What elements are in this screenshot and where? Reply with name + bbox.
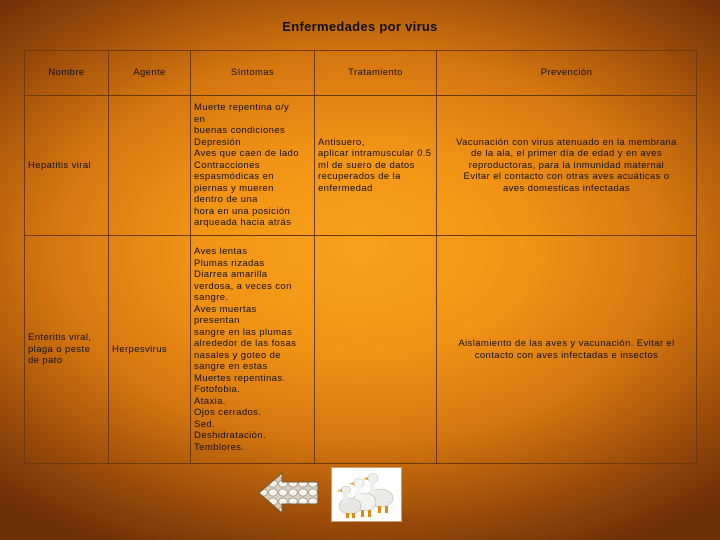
header-tratamiento: Tratamiento	[315, 51, 437, 96]
cell-nombre: Enteritis viral, plaga o peste de pato	[25, 236, 109, 464]
cell-sintomas: Muerte repentina o/y en buenas condiciones Depresión Aves que caen de lado Contracciones espasmódicas en piernas y mueren dentro de una hora en una posición arqueada hacia atrás	[191, 96, 315, 236]
cell-prevencion: Vacunación con virus atenuado en la membrana de la ala, el primer día de edad y en aves reproductoras, para la inmunidad maternal Evitar el contacto con otras aves acuáticas o aves domesticas infectadas	[437, 96, 697, 236]
page-title: Enfermedades por virus	[282, 19, 438, 34]
header-agente: Agente	[109, 51, 191, 96]
diseases-table	[24, 50, 697, 464]
cell-agente	[109, 96, 191, 236]
header-prevencion: Prevención	[437, 51, 697, 96]
ducks-image	[331, 467, 402, 522]
ducks-icon	[332, 468, 401, 521]
cell-tratamiento	[315, 236, 437, 464]
cell-sintomas: Aves lentas Plumas rizadas Diarrea amarilla verdosa, a veces con sangre. Aves muertas presentan sangre en las plumas alrededor de las fosas nasales y goteo de sangre en estas Muertes repentinas. Fotofobia. Ataxia. Ojos cerrados. Sed. Deshidratación. Temblores.	[191, 236, 315, 464]
cell-prevencion: Aislamiento de las aves y vacunación. Evitar el contacto con aves infectadas e insectos	[437, 236, 697, 464]
cell-tratamiento: Antisuero, aplicar intramuscular 0.5 ml de suero de datos recuperados de la enfermedad	[315, 96, 437, 236]
cell-agente: Herpesvirus	[109, 236, 191, 464]
table-row	[25, 236, 697, 464]
header-sintomas: Síntomas	[191, 51, 315, 96]
cell-nombre: Hepatitis viral	[25, 96, 109, 236]
header-nombre: Nombre	[25, 51, 109, 96]
back-button[interactable]	[258, 470, 320, 516]
back-arrow-icon	[258, 470, 320, 516]
table-header-row	[25, 51, 697, 96]
table-row	[25, 96, 697, 236]
